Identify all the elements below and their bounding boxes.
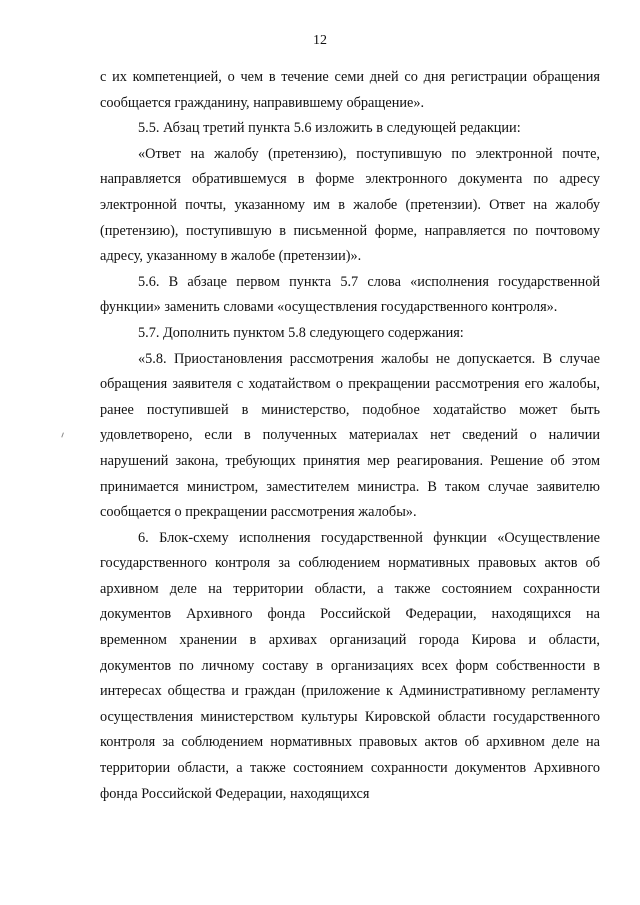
paragraph-5-6: 5.6. В абзаце первом пункта 5.7 слова «исполнения государственной функции» заменить словами «осуществления государственного контроля». xyxy=(100,273,600,316)
paragraph-5-5-quote: «Ответ на жалобу (претензию), поступившую по электронной почте, направляется обратившемуся в форме электронного документа по адресу электронной почты, указанному им в жалобе (претензии). Ответ на жалобу (претензию), поступившую в письменной форме, направляется по почтовому адресу, указанному в жалобе (претензии)». xyxy=(100,145,600,265)
paragraph-5-5: 5.5. Абзац третий пункта 5.6 изложить в следующей редакции: xyxy=(138,120,521,137)
paragraph-continuation: с их компетенцией, о чем в течение семи дней со дня регистрации обращения сообщается гражданину, направившему обращение». xyxy=(100,69,600,111)
margin-mark xyxy=(61,432,66,438)
paragraph-5-8-quote: «5.8. Приостановления рассмотрения жалобы не допускается. В случае обращения заявителя с ходатайством о прекращении рассмотрения его жалобы, ранее поступившей в министерство, подобное ходатайство может быть удовлетворено, если в полученных материалах нет сведений о наличии нарушений закона, требующих принятия мер реагирования. Решение об этом принимается министром, заместителем министра. В таком случае заявителю сообщается о прекращении рассмотрения жалобы». xyxy=(100,350,600,521)
paragraph-6: 6. Блок-схему исполнения государственной функции «Осуществление государственного контроля за соблюдением нормативных правовых актов об архивном деле на территории области, а также состоянием сохранности документов Архивного фонда Российской Федерации, находящихся на временном хранении в архивах организаций города Кирова и области, документов по личному составу в организациях всех форм собственности в интересах общества и граждан (приложение к Административному регламенту осуществления министерством культуры Кировской области государственного контроля за соблюдением нормативных правовых актов об архивном деле на территории области, а также состоянием сохранности документов Архивного фонда Российской Федерации, находящихся xyxy=(100,529,600,802)
page-number: 12 xyxy=(313,33,327,48)
document-body xyxy=(100,65,600,807)
paragraph-5-7: 5.7. Дополнить пунктом 5.8 следующего содержания: xyxy=(138,324,464,341)
